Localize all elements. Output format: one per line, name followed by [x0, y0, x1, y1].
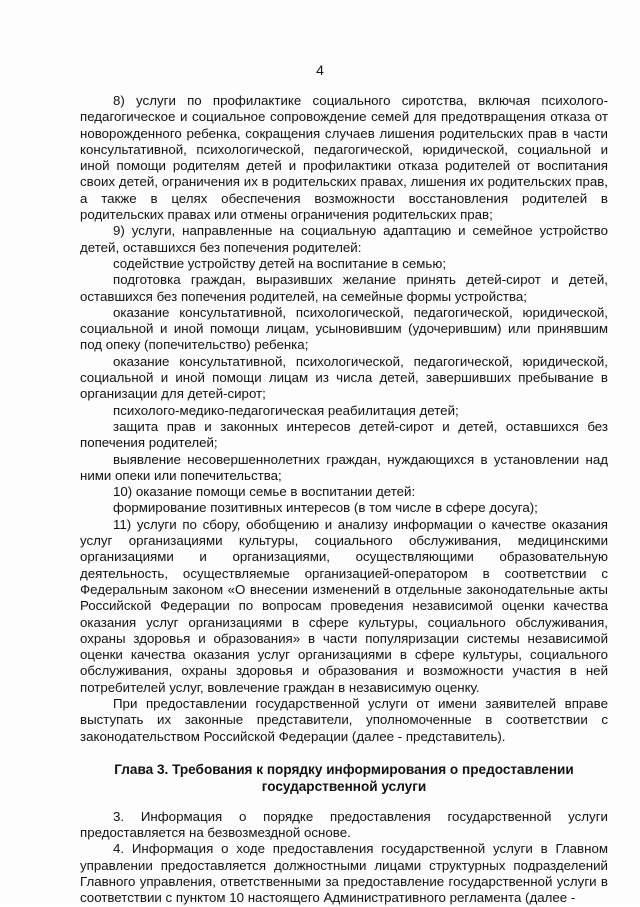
list-item: защита прав и законных интересов детей-сирот и детей, оставшихся без попечения родителей; [80, 418, 608, 451]
item-8-paragraph: 8) услуги по профилактике социального сиротства, включая психолого-педагогическое и социальное сопровождение семей для предотвращения отказа от новорожденного ребенка, сокращения случаев лишения родительских прав в части консультативной, психологической, педагогической, юридической, социальной и иной помощи родителям детей и профилактики отказа родителей от воспитания своих детей, ограничения их в родительских правах, лишения их родительских прав, а также в целях обеспечения возможности восстановления родителей в родительских правах или отмены ограничения родительских прав; [80, 93, 608, 223]
document-body [80, 93, 608, 907]
list-item: психолого-медико-педагогическая реабилитация детей; [113, 402, 459, 418]
list-item: оказание консультативной, психологической, педагогической, юридической, социальной и иной помощи лицам из числа детей, завершивших пребывание в организации для детей-сирот; [80, 353, 608, 402]
item-9-paragraph: 9) услуги, направленные на социальную адаптацию и семейное устройство детей, оставшихся без попечения родителей: [80, 223, 608, 255]
list-item: подготовка граждан, выразивших желание принять детей-сирот и детей, оставшихся без попечения родителей, на семейные формы устройства; [80, 272, 608, 304]
list-item: оказание консультативной, психологической, педагогической, юридической, социальной и иной помощи лицам, усыновившим (удочерившим) или принявшим под опеку (попечительство) ребенка; [80, 304, 608, 353]
item-3-paragraph: 3. Информация о порядке предоставления государственной услуги предоставляется на безвозмездной основе. [80, 808, 608, 841]
item-10-paragraph: 10) оказание помощи семье в воспитании детей: [113, 484, 416, 500]
list-item: содействие устройству детей на воспитание в семью; [113, 255, 447, 271]
list-item: выявление несовершеннолетних граждан, нуждающихся в установлении над ними опеки или попечительства; [80, 451, 608, 483]
representative-paragraph: При предоставлении государственной услуги от имени заявителей вправе выступать их законные представители, уполномоченные в соответствии с законодательством Российской Федерации (далее - представитель). [80, 695, 608, 744]
list-item: формирование позитивных интересов (в том числе в сфере досуга); [113, 500, 538, 516]
item-11-paragraph: 11) услуги по сбору, обобщению и анализу информации о качестве оказания услуг организациями культуры, социального обслуживания, медицинскими организациями и организациями, осуществляющими образовательную деятельность, осуществляемые организацией-оператором в соответствии с Федеральным законом «О внесении изменений в отдельные законодательные акты Российской Федерации по вопросам проведения независимой оценки качества оказания услуг организациями в сфере культуры, социального обслуживания, охраны здоровья и образования» в части популяризации системы независимой оценки качества оказания услуг организациями в сфере культуры, социального обслуживания, охраны здоровья и образования и возможности участия в ней потребителей услуг, вовлечение граждан в независимую оценку. [80, 516, 608, 695]
page-number: 4 [316, 62, 324, 78]
chapter-title: Глава 3. Требования к порядку информирования о предоставлении государственной услуги [114, 761, 574, 794]
item-4-paragraph: 4. Информация о ходе предоставления государственной услуги в Главном управлении предоставляется должностными лицами структурных подразделений Главного управления, ответственными за предоставление государственной услуги в соответствии с пунктом 10 настоящего Административного регламента (далее - [80, 841, 608, 906]
